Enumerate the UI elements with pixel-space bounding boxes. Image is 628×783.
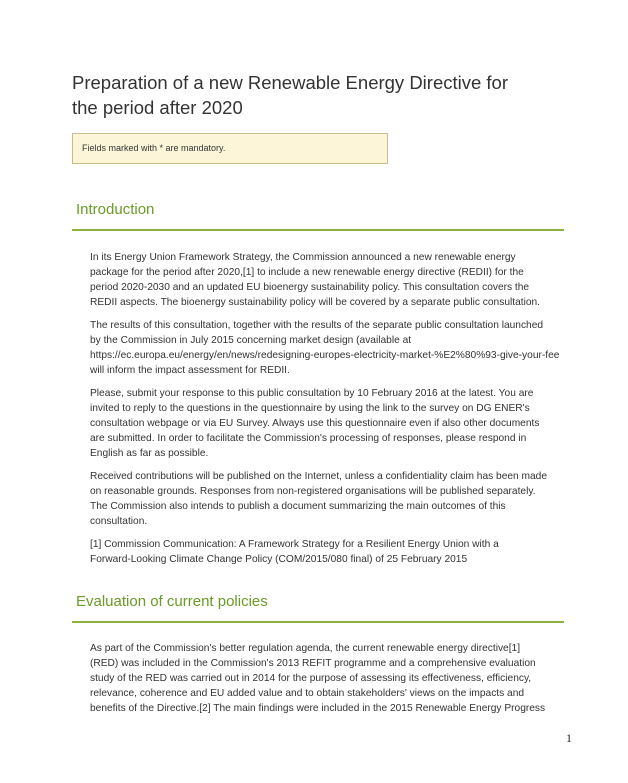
evaluation-body — [90, 641, 580, 724]
market-design-link[interactable]: https://ec.europa.eu/energy/en/news/redesigning-europes-electricity-market-%E2%80%93-give-your-fee — [90, 350, 560, 361]
text-line: Forward-Looking Climate Change Policy (COM/2015/080 final) of 25 February 2015 — [90, 554, 468, 565]
text-line: consultation. — [90, 516, 148, 527]
document-title-line-1: Preparation of a new Renewable Energy Directive for — [72, 72, 509, 93]
introduction-paragraph-2 — [90, 318, 580, 378]
text-line: consultation webpage or via EU Survey. Always use this questionnaire even if also other documents — [90, 418, 540, 429]
introduction-divider — [72, 229, 564, 231]
text-line: invited to reply to the questions in the questionnaire by using the link to the survey on DG ENER's — [90, 403, 530, 414]
introduction-paragraph-3 — [90, 386, 580, 461]
text-line: The Commission also intends to publish a document summarizing the main outcomes of this — [90, 501, 506, 512]
mandatory-fields-notice: Fields marked with * are mandatory. — [72, 133, 388, 164]
introduction-paragraph-1 — [90, 250, 580, 310]
document-title-line-2: the period after 2020 — [72, 97, 243, 118]
text-line: [1] Commission Communication: A Framework Strategy for a Resilient Energy Union with a — [90, 539, 499, 550]
introduction-body — [90, 250, 580, 575]
text-line: As part of the Commission's better regulation agenda, the current renewable energy directive[1] — [90, 643, 521, 654]
text-line: will inform the impact assessment for REDII. — [90, 365, 290, 376]
text-line: period 2020-2030 and an updated EU bioenergy sustainability policy. This consultation covers the — [90, 282, 530, 293]
text-line: (RED) was included in the Commission's 2013 REFIT programme and a comprehensive evaluation — [90, 658, 536, 669]
text-line: Received contributions will be published on the Internet, unless a confidentiality claim has been made — [90, 471, 548, 482]
page-number: 1 — [566, 731, 572, 745]
text-line: benefits of the Directive.[2] The main findings were included in the 2015 Renewable Energy Progress — [90, 703, 546, 714]
evaluation-paragraph-1 — [90, 641, 580, 716]
introduction-paragraph-4 — [90, 469, 580, 529]
text-line: on reasonable grounds. Responses from non-registered organisations will be published separately. — [90, 486, 536, 497]
text-line: package for the period after 2020,[1] to include a new renewable energy directive (REDII) for the — [90, 267, 524, 278]
text-line: In its Energy Union Framework Strategy, the Commission announced a new renewable energy — [90, 252, 516, 263]
introduction-heading: Introduction — [76, 201, 155, 218]
text-line: are submitted. In order to facilitate the Commission's processing of responses, please respond in — [90, 433, 527, 444]
text-line: by the Commission in July 2015 concerning market design (available at — [90, 335, 412, 346]
text-line: relevance, coherence and EU added value and to obtain stakeholders' views on the impacts and — [90, 688, 525, 699]
text-line: REDII aspects. The bioenergy sustainability policy will be covered by a separate public consultation. — [90, 297, 541, 308]
document-title — [72, 70, 552, 120]
evaluation-heading: Evaluation of current policies — [76, 593, 268, 610]
evaluation-divider — [72, 621, 564, 623]
text-line: The results of this consultation, together with the results of the separate public consultation launched — [90, 320, 544, 331]
text-line: study of the RED was carried out in 2014 for the purpose of assessing its effectiveness, efficiency, — [90, 673, 532, 684]
text-line: Please, submit your response to this public consultation by 10 February 2016 at the latest. You are — [90, 388, 534, 399]
introduction-footnote — [90, 537, 580, 567]
text-line: English as far as possible. — [90, 448, 209, 459]
